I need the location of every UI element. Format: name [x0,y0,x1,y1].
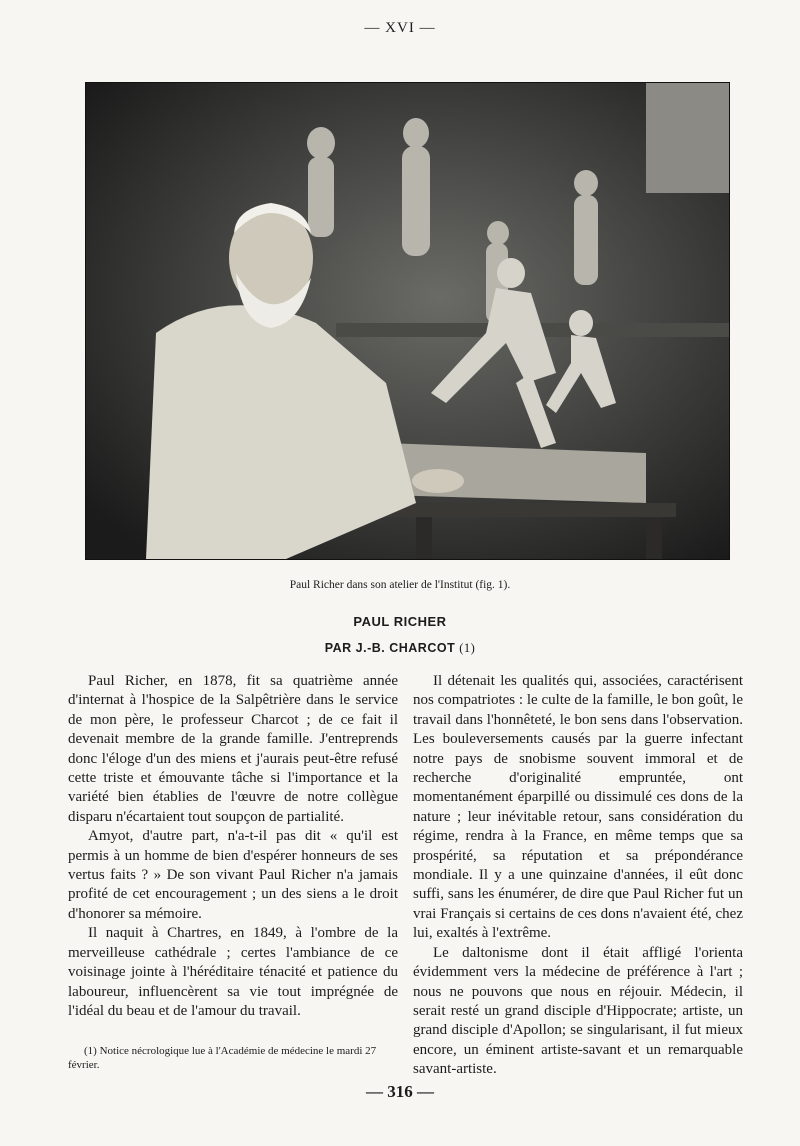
left-column [68,672,398,1021]
page-number: — 316 — [366,1082,434,1101]
paragraph: Il détenait les qualités qui, associées, caractérisent nos compatriotes : le culte de la famille, le bon goût, le travail dans l'honnêteté, le bon sens dans l'observation. Les bouleversements causés par la guerre infectant notre pays de snobisme souvent immoral et de recherche d'originalité empruntée, ont momentanément éparpillé ou dissimulé ces dons de la nature ; leur inévitable retour, sans considération du régime, rendra à la France, en même temps que sa prospérité, sa réputation et sa prépondérance mondiale. Il y a une quinzaine d'années, il eût donc suffi, sans les énumérer, de dire que Paul Richer fut un vrai Français si certains de ces dons n'avaient été, chez lui, exaltés à l'extrême. [413,673,743,942]
right-column [413,672,743,1080]
paragraph: Paul Richer, en 1878, fit sa quatrième année d'internat à l'hospice de la Salpêtrière dans le service de mon père, le professeur Charcot ; de ce fait il devenait membre de la grande famille. J'entreprends donc l'éloge d'un des miens et j'aurais peut-être refusé cette triste et émouvante tâche si l'importance et la variété bien établies de l'œuvre de notre collègue disparu n'écartaient tout soupçon de partialité. [68,673,398,825]
exhibition-poster [646,83,729,193]
byline-text: PAR J.-B. CHARCOT [324,641,456,655]
sculptor-hand [412,469,464,493]
figure-caption: Paul Richer dans son atelier de l'Institut (fig. 1). [289,579,511,591]
figure-photograph [85,82,730,560]
article-byline [0,641,800,656]
article-title: PAUL RICHER [353,614,447,629]
byline-footnote-ref: (1) [459,641,476,655]
paragraph: Amyot, d'autre part, n'a-t-il pas dit « qu'il est permis à un homme de bien d'espérer honneurs de ses vertus faits ? » De son vivant Paul Richer n'a jamais profité de cet encouragement ; un des siens a le droit d'honorer sa mémoire. [68,828,398,922]
header-page-mark: — XVI — [364,20,436,36]
paragraph: Il naquit à Chartres, en 1849, à l'ombre de la merveilleuse cathédrale ; certes l'ambiance de ce voisinage jointe à l'héréditaire ténacité et patience du laboureur, influencèrent sa vie tout imprégnée de l'idéal du beau et de l'amour du travail. [68,925,398,1019]
paragraph: Le daltonisme dont il était affligé l'orienta évidemment vers la médecine de préférence à l'art ; nous ne pouvons que nous en réjouir. Médecin, il serait resté un grand disciple d'Hippocrate; artiste, un grand disciple d'Apollon; se singularisant, il fut mieux encore, un éminent artiste-savant et un remarquable savant-artiste. [413,944,743,1078]
footnote: (1) Notice nécrologique lue à l'Académie de médecine le mardi 27 février. [68,1045,377,1071]
